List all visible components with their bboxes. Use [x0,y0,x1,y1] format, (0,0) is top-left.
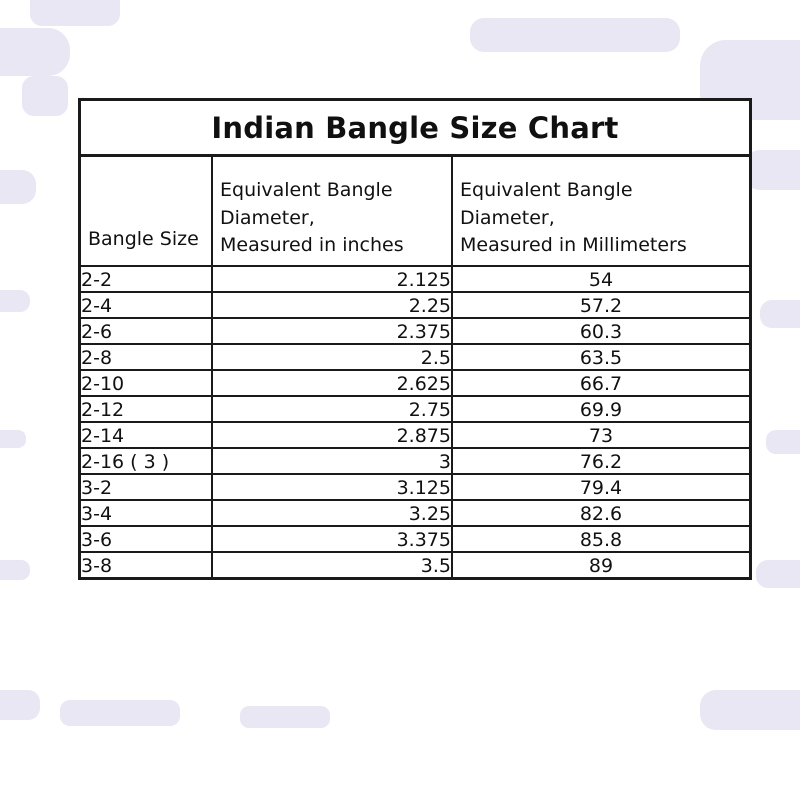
table-row [81,526,749,552]
cell-millimeters: 85.8 [452,526,749,552]
cell-bangle-size: 2-16 ( 3 ) [81,448,212,474]
background-smudge [0,290,30,312]
cell-bangle-size: 2-2 [81,266,212,292]
table-row [81,266,749,292]
table-row [81,292,749,318]
column-header-inches [212,157,452,266]
cell-bangle-size: 2-4 [81,292,212,318]
table-row [81,448,749,474]
background-smudge [700,690,800,730]
cell-millimeters: 57.2 [452,292,749,318]
table-row [81,344,749,370]
background-smudge [240,706,330,728]
cell-bangle-size: 2-8 [81,344,212,370]
cell-millimeters: 60.3 [452,318,749,344]
cell-millimeters: 89 [452,552,749,577]
background-smudge [756,560,800,588]
cell-millimeters: 63.5 [452,344,749,370]
table-row [81,396,749,422]
cell-inches: 3 [212,448,452,474]
table-row [81,318,749,344]
cell-inches: 3.125 [212,474,452,500]
cell-inches: 3.5 [212,552,452,577]
background-smudge [0,28,70,76]
background-smudge [60,700,180,726]
page-title: Indian Bangle Size Chart [81,101,749,157]
column-header-line: Equivalent Bangle [220,179,393,202]
cell-bangle-size: 2-6 [81,318,212,344]
column-header-line: Equivalent Bangle [460,179,633,202]
cell-inches: 2.5 [212,344,452,370]
cell-bangle-size: 2-12 [81,396,212,422]
background-smudge [30,0,120,26]
cell-bangle-size: 3-4 [81,500,212,526]
background-smudge [766,430,800,454]
cell-millimeters: 66.7 [452,370,749,396]
background-smudge [0,560,30,580]
column-header-line: Diameter, [460,206,555,229]
background-smudge [760,300,800,328]
table-row [81,422,749,448]
table-header-row [81,157,749,266]
cell-bangle-size: 2-14 [81,422,212,448]
cell-bangle-size: 3-6 [81,526,212,552]
background-smudge [0,690,40,720]
column-header-bangle-size [81,157,212,266]
table-row [81,500,749,526]
column-header-line: Diameter, [220,206,315,229]
column-header-line: Measured in Millimeters [460,234,687,257]
cell-millimeters: 73 [452,422,749,448]
cell-inches: 2.625 [212,370,452,396]
cell-millimeters: 54 [452,266,749,292]
size-chart [78,98,752,580]
cell-millimeters: 76.2 [452,448,749,474]
cell-inches: 2.875 [212,422,452,448]
background-smudge [0,170,36,204]
column-header-line: Bangle Size [88,228,199,251]
cell-millimeters: 79.4 [452,474,749,500]
cell-inches: 3.375 [212,526,452,552]
cell-millimeters: 69.9 [452,396,749,422]
cell-millimeters: 82.6 [452,500,749,526]
table-row [81,552,749,577]
cell-bangle-size: 2-10 [81,370,212,396]
background-smudge [0,430,26,448]
cell-bangle-size: 3-2 [81,474,212,500]
bangle-size-table [81,157,749,577]
column-header-millimeters [452,157,749,266]
background-smudge [22,76,68,116]
background-smudge [470,18,680,52]
background-smudge [744,150,800,190]
table-row [81,474,749,500]
table-row [81,370,749,396]
cell-inches: 3.25 [212,500,452,526]
column-header-line: Measured in inches [220,234,404,257]
cell-inches: 2.75 [212,396,452,422]
cell-bangle-size: 3-8 [81,552,212,577]
cell-inches: 2.25 [212,292,452,318]
cell-inches: 2.375 [212,318,452,344]
cell-inches: 2.125 [212,266,452,292]
